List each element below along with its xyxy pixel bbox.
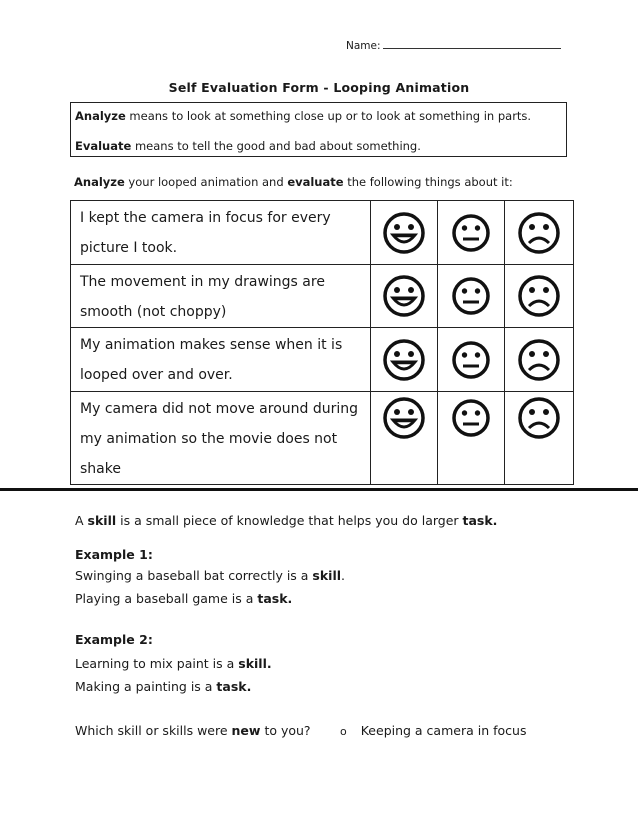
term-task: task. xyxy=(257,591,293,606)
text: Learning to mix paint is a xyxy=(75,656,239,671)
rating-sad[interactable] xyxy=(505,392,574,485)
page-title: Self Evaluation Form - Looping Animation xyxy=(168,80,470,95)
happy-face-icon xyxy=(382,274,426,318)
term-skill: skill. xyxy=(238,656,272,671)
rating-neutral[interactable] xyxy=(438,392,505,485)
sad-face-icon xyxy=(517,211,561,255)
statement-line: looped over and over. xyxy=(80,367,233,383)
example-1-line-1 xyxy=(75,568,345,583)
rating-neutral[interactable] xyxy=(438,265,505,328)
instruction-term-analyze: Analyze xyxy=(74,175,125,189)
text: Which skill or skills were xyxy=(75,723,232,738)
table-row xyxy=(71,201,574,265)
statement-line: smooth (not choppy) xyxy=(80,304,227,320)
neutral-face-icon xyxy=(451,398,491,438)
happy-face-icon xyxy=(382,338,426,382)
instruction-line xyxy=(74,175,513,189)
example-1-heading: Example 1: xyxy=(75,547,153,562)
statement-line: shake xyxy=(80,461,121,477)
rating-neutral[interactable] xyxy=(438,328,505,392)
happy-face-icon xyxy=(382,396,426,440)
statement-cell xyxy=(71,328,371,392)
text: Making a painting is a xyxy=(75,679,217,694)
neutral-face-icon xyxy=(451,276,491,316)
option-label: Keeping a camera in focus xyxy=(360,723,527,738)
rating-sad[interactable] xyxy=(505,201,574,265)
checkbox-bullet[interactable]: o xyxy=(340,725,347,738)
rating-happy[interactable] xyxy=(371,328,438,392)
term-new: new xyxy=(231,723,261,738)
neutral-face-icon xyxy=(451,340,491,380)
definitions-box xyxy=(70,102,567,157)
option-item[interactable] xyxy=(340,723,526,738)
example-1-line-2 xyxy=(75,591,292,606)
section-divider xyxy=(0,488,638,491)
statement-line: The movement in my drawings are xyxy=(80,274,325,290)
table-row xyxy=(71,328,574,392)
instruction-text: your looped animation and xyxy=(124,175,288,189)
sad-face-icon xyxy=(517,338,561,382)
rating-happy[interactable] xyxy=(371,201,438,265)
sad-face-icon xyxy=(517,396,561,440)
statement-line: My animation makes sense when it is xyxy=(80,337,343,353)
example-2-heading: Example 2: xyxy=(75,632,153,647)
sad-face-icon xyxy=(517,274,561,318)
statement-line: I kept the camera in focus for every xyxy=(80,210,331,226)
instruction-text: the following things about it: xyxy=(343,175,513,189)
skill-definition xyxy=(75,513,497,528)
evaluation-table xyxy=(70,200,574,485)
text: . xyxy=(341,568,346,583)
rating-neutral[interactable] xyxy=(438,201,505,265)
example-2-line-1 xyxy=(75,656,272,671)
statement-cell xyxy=(71,265,371,328)
statement-line: picture I took. xyxy=(80,240,178,256)
term-task: task. xyxy=(216,679,252,694)
term-task: task. xyxy=(462,513,498,528)
rating-happy[interactable] xyxy=(371,392,438,485)
table-row xyxy=(71,265,574,328)
text: A xyxy=(75,513,88,528)
happy-face-icon xyxy=(382,211,426,255)
definition-analyze xyxy=(75,109,531,123)
text: Swinging a baseball bat correctly is a xyxy=(75,568,313,583)
definition-term: Analyze xyxy=(75,109,126,123)
rating-happy[interactable] xyxy=(371,265,438,328)
rating-sad[interactable] xyxy=(505,265,574,328)
definition-text: means to tell the good and bad about something. xyxy=(131,139,421,153)
new-skill-question xyxy=(75,723,311,738)
instruction-term-evaluate: evaluate xyxy=(287,175,344,189)
definition-evaluate xyxy=(75,139,421,153)
definition-term: Evaluate xyxy=(75,139,132,153)
rating-sad[interactable] xyxy=(505,328,574,392)
statement-cell xyxy=(71,392,371,485)
name-label: Name: xyxy=(346,40,381,52)
term-skill: skill xyxy=(312,568,342,583)
name-field xyxy=(346,38,561,52)
statement-line: my animation so the movie does not xyxy=(80,431,338,447)
statement-line: My camera did not move around during xyxy=(80,401,359,417)
name-blank[interactable] xyxy=(383,38,561,49)
table-row xyxy=(71,392,574,485)
neutral-face-icon xyxy=(451,213,491,253)
term-skill: skill xyxy=(87,513,117,528)
definition-text: means to look at something close up or to look at something in parts. xyxy=(125,109,532,123)
example-2-line-2 xyxy=(75,679,251,694)
text: is a small piece of knowledge that helps you do larger xyxy=(116,513,463,528)
text: to you? xyxy=(260,723,311,738)
statement-cell xyxy=(71,201,371,265)
text: Playing a baseball game is a xyxy=(75,591,258,606)
